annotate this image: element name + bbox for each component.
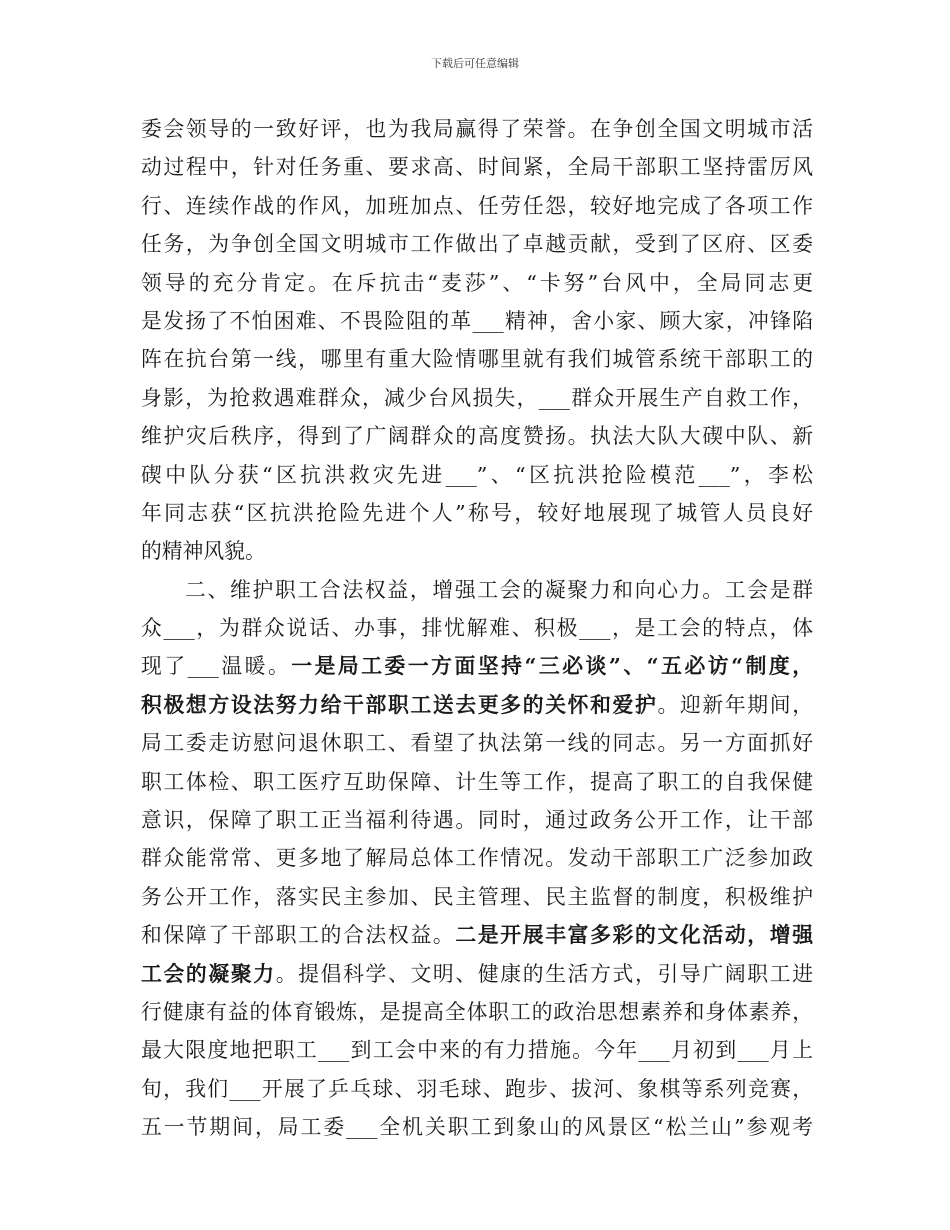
text-line — [141, 916, 813, 954]
bold-text-segment: 二是开展丰富多彩的文化活动，增强 — [455, 922, 813, 948]
text-line — [141, 187, 813, 225]
text-segment: 。迎新年期间， — [657, 692, 814, 717]
document-body — [141, 110, 813, 1147]
text-line — [141, 801, 813, 839]
bold-text-segment: 积极想方设法努力给干部职工送去更多的关怀和爱护 — [141, 691, 658, 717]
text-line — [141, 1031, 813, 1069]
text-line — [141, 379, 813, 417]
text-segment: 和保障了干部职工的合法权益。 — [141, 923, 456, 948]
page-header: 下载后可任意编辑 — [431, 57, 519, 70]
text-line — [141, 686, 813, 724]
text-segment: 职工体检、职工医疗互助保障、计生等工作，提高了职工的自我保健 — [141, 769, 813, 794]
text-line — [141, 571, 813, 609]
text-line — [141, 763, 813, 801]
text-line — [141, 340, 813, 378]
text-line — [141, 302, 813, 340]
text-line — [141, 993, 813, 1031]
text-segment: 是发扬了不怕困难、不畏险阻的革___精神，舍小家、顾大家，冲锋陷 — [141, 308, 813, 333]
text-line — [141, 724, 813, 762]
text-line — [141, 532, 813, 570]
text-line — [141, 609, 813, 647]
text-segment: 务公开工作，落实民主参加、民主管理、民主监督的制度，积极维护 — [141, 884, 813, 909]
bold-text-segment: 一是局工委一方面坚持“三必谈”、“五必访“制度， — [291, 653, 813, 679]
text-segment: 的精神风貌。 — [141, 539, 266, 564]
text-segment: 年同志获“区抗洪抢险先进个人”称号，较好地展现了城管人员良好 — [141, 500, 813, 525]
text-segment: 委会领导的一致好评，也为我局赢得了荣誉。在争创全国文明城市活 — [141, 117, 813, 141]
text-segment: 维护灾后秩序，得到了广阔群众的高度赞扬。执法大队大碶中队、新 — [141, 424, 813, 449]
text-line — [141, 494, 813, 532]
text-segment: 任务，为争创全国文明城市工作做出了卓越贡献，受到了区府、区委 — [141, 232, 813, 257]
text-segment: 二、维护职工合法权益，增强工会的凝聚力和向心力。工会是群 — [185, 577, 813, 602]
text-segment: 局工委走访慰问退休职工、看望了执法第一线的同志。另一方面抓好 — [141, 731, 813, 756]
text-line — [141, 647, 813, 685]
text-segment: 最大限度地把职工___到工会中来的有力措施。今年___月初到___月上 — [141, 1038, 813, 1063]
text-segment: 意识，保障了职工正当福利待遇。同时，通过政务公开工作，让干部 — [141, 808, 813, 833]
text-line — [141, 148, 813, 186]
text-line — [141, 955, 813, 993]
text-segment: 行健康有益的体育锻炼，是提高全体职工的政治思想素养和身体素养， — [141, 999, 813, 1024]
text-segment: 五一节期间，局工委___全机关职工到象山的风景区“松兰山”参观考 — [141, 1115, 813, 1140]
text-line — [141, 264, 813, 302]
text-line — [141, 110, 813, 148]
text-segment: 行、连续作战的作风，加班加点、任劳任怨，较好地完成了各项工作 — [141, 193, 813, 218]
text-line — [141, 839, 813, 877]
text-line — [141, 1108, 813, 1146]
text-segment: 阵在抗台第一线，哪里有重大险情哪里就有我们城管系统干部职工的 — [141, 347, 813, 372]
bold-text-segment: 工会的凝聚力 — [141, 960, 276, 986]
text-line — [141, 1070, 813, 1108]
text-line — [141, 456, 813, 494]
text-segment: 动过程中，针对任务重、要求高、时间紧，全局干部职工坚持雷厉风 — [141, 155, 813, 180]
text-segment: 众___，为群众说话、办事，排忧解难、积极___，是工会的特点，体 — [141, 616, 813, 641]
text-line — [141, 225, 813, 263]
text-line — [141, 878, 813, 916]
text-segment: 领导的充分肯定。在斥抗击“麦莎”、“卡努”台风中，全局同志更 — [141, 270, 813, 295]
text-segment: 群众能常常、更多地了解局总体工作情况。发动干部职工广泛参加政 — [141, 846, 813, 871]
text-segment: 身影，为抢救遇难群众，减少台风损失，___群众开展生产自救工作， — [141, 385, 813, 410]
text-segment: 。提倡科学、文明、健康的生活方式，引导广阔职工进 — [275, 961, 814, 986]
text-line — [141, 417, 813, 455]
text-segment: 碶中队分获“区抗洪救灾先进___”、“区抗洪抢险模范___”，李松 — [141, 462, 813, 487]
text-segment: 现了___温暖。 — [141, 654, 292, 679]
text-segment: 旬，我们___开展了乒乓球、羽毛球、跑步、拔河、象棋等系列竞赛， — [141, 1076, 813, 1101]
